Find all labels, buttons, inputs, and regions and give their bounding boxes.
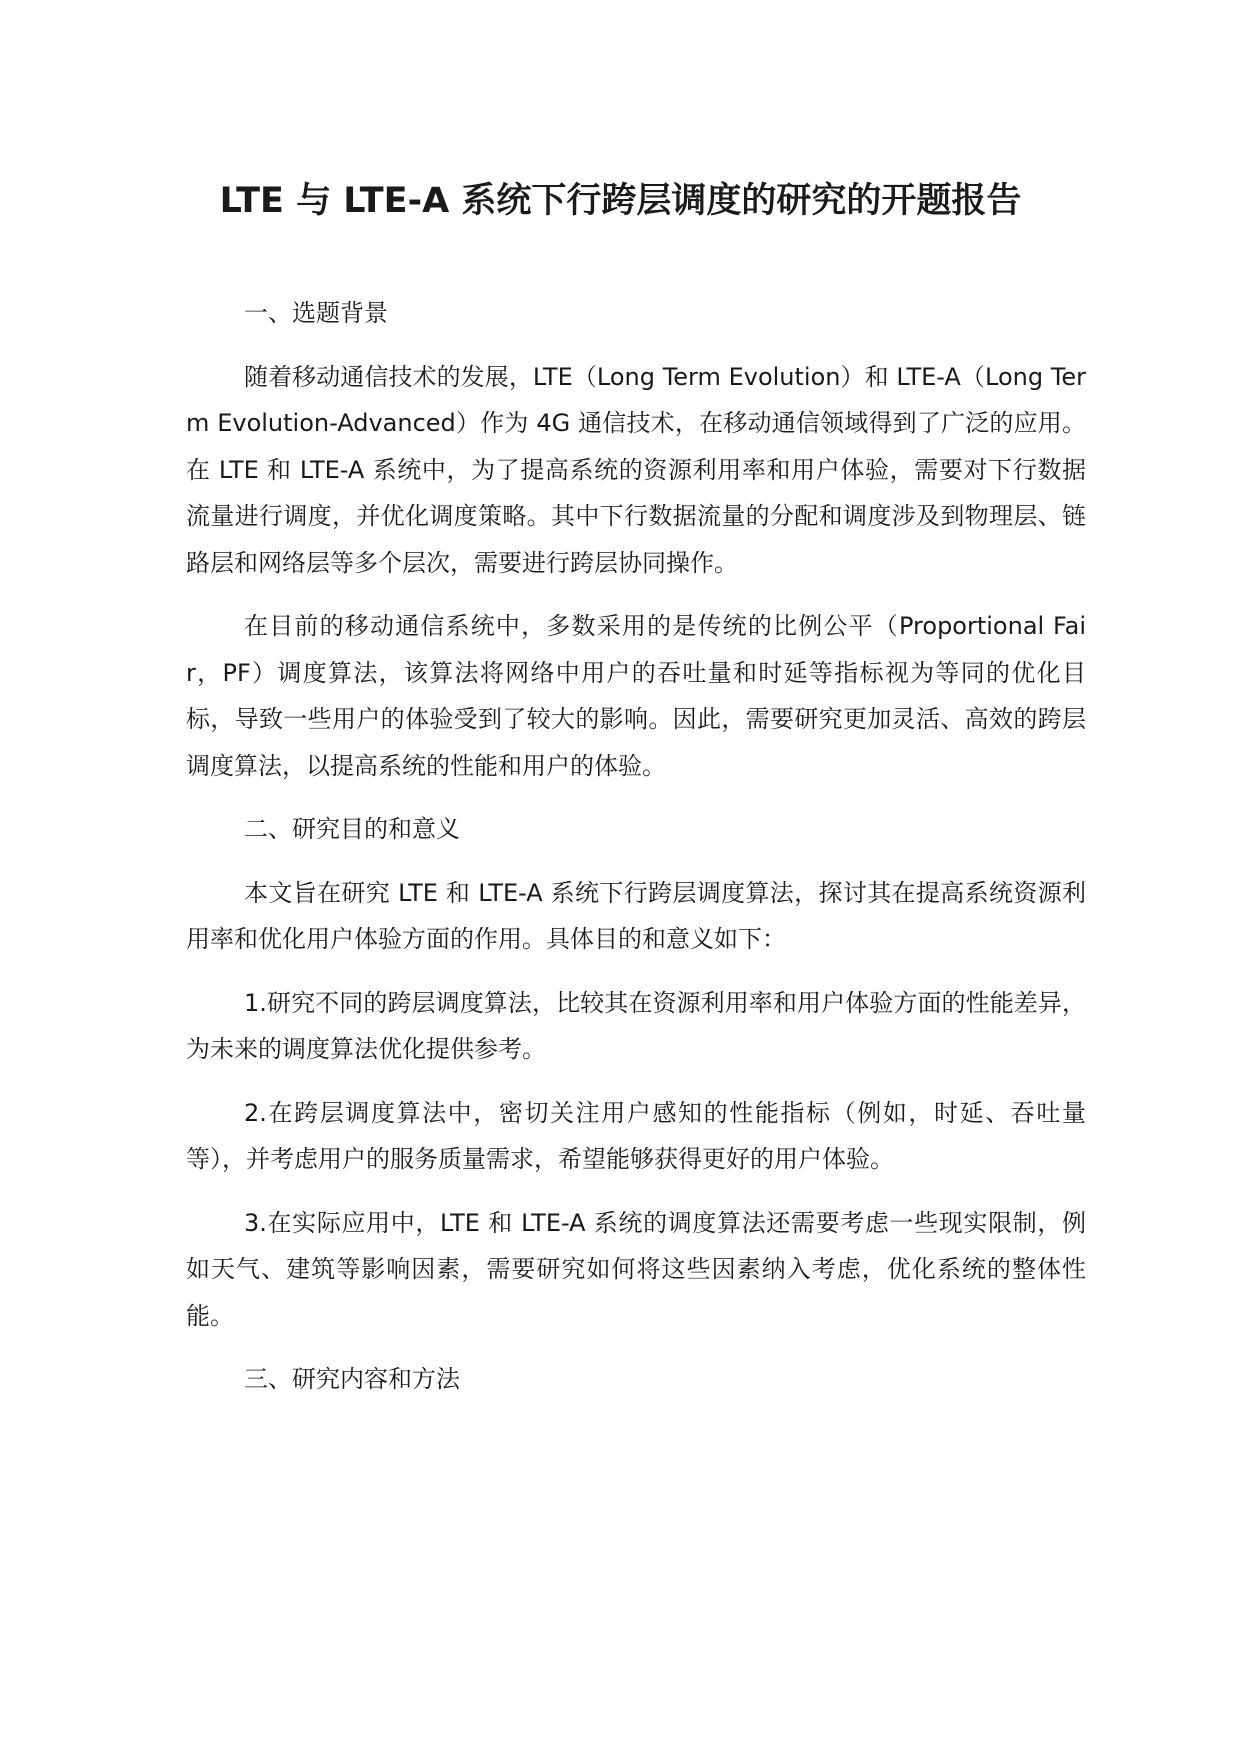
paragraph-background-2: 在目前的移动通信系统中，多数采用的是传统的比例公平（Proportional Fair，PF）调度算法，该算法将网络中用户的吞吐量和时延等指标视为等同的优化目标，导致一些用户的体验受到了较大的影响。因此，需要研究更加灵活、高效的跨层调度算法，以提高系统的性能和用户的体验。 bbox=[186, 612, 1086, 780]
document-body bbox=[186, 290, 1086, 1420]
paragraph-purpose-intro: 本文旨在研究 LTE 和 LTE-A 系统下行跨层调度算法，探讨其在提高系统资源利用率和优化用户体验方面的作用。具体目的和意义如下： bbox=[186, 878, 1086, 953]
section-heading-content-methods: 三、研究内容和方法 bbox=[244, 1365, 460, 1393]
paragraph-background-1: 随着移动通信技术的发展，LTE（Long Term Evolution）和 LTE-A（Long Term Evolution-Advanced）作为 4G 通信技术，在移动通信领域得到了广泛的应用。在 LTE 和 LTE-A 系统中，为了提高系统的资源利用率和用户体验，需要对下行数据流量进行调度，并优化调度策略。其中下行数据流量的分配和调度涉及到物理层、链路层和网络层等多个层次，需要进行跨层协同操作。 bbox=[186, 362, 1086, 577]
section-heading-background: 一、选题背景 bbox=[244, 299, 388, 327]
paragraph-purpose-item-3: 3.在实际应用中，LTE 和 LTE-A 系统的调度算法还需要考虑一些现实限制，例如天气、建筑等影响因素，需要研究如何将这些因素纳入考虑，优化系统的整体性能。 bbox=[186, 1208, 1086, 1330]
document-title: LTE 与 LTE-A 系统下行跨层调度的研究的开题报告 bbox=[219, 181, 1022, 221]
paragraph-purpose-item-1: 1.研究不同的跨层调度算法，比较其在资源利用率和用户体验方面的性能差异，为未来的调度算法优化提供参考。 bbox=[186, 988, 1086, 1063]
paragraph-purpose-item-2: 2.在跨层调度算法中，密切关注用户感知的性能指标（例如，时延、吞吐量等），并考虑用户的服务质量需求，希望能够获得更好的用户体验。 bbox=[186, 1098, 1086, 1173]
section-heading-purpose: 二、研究目的和意义 bbox=[244, 815, 460, 843]
